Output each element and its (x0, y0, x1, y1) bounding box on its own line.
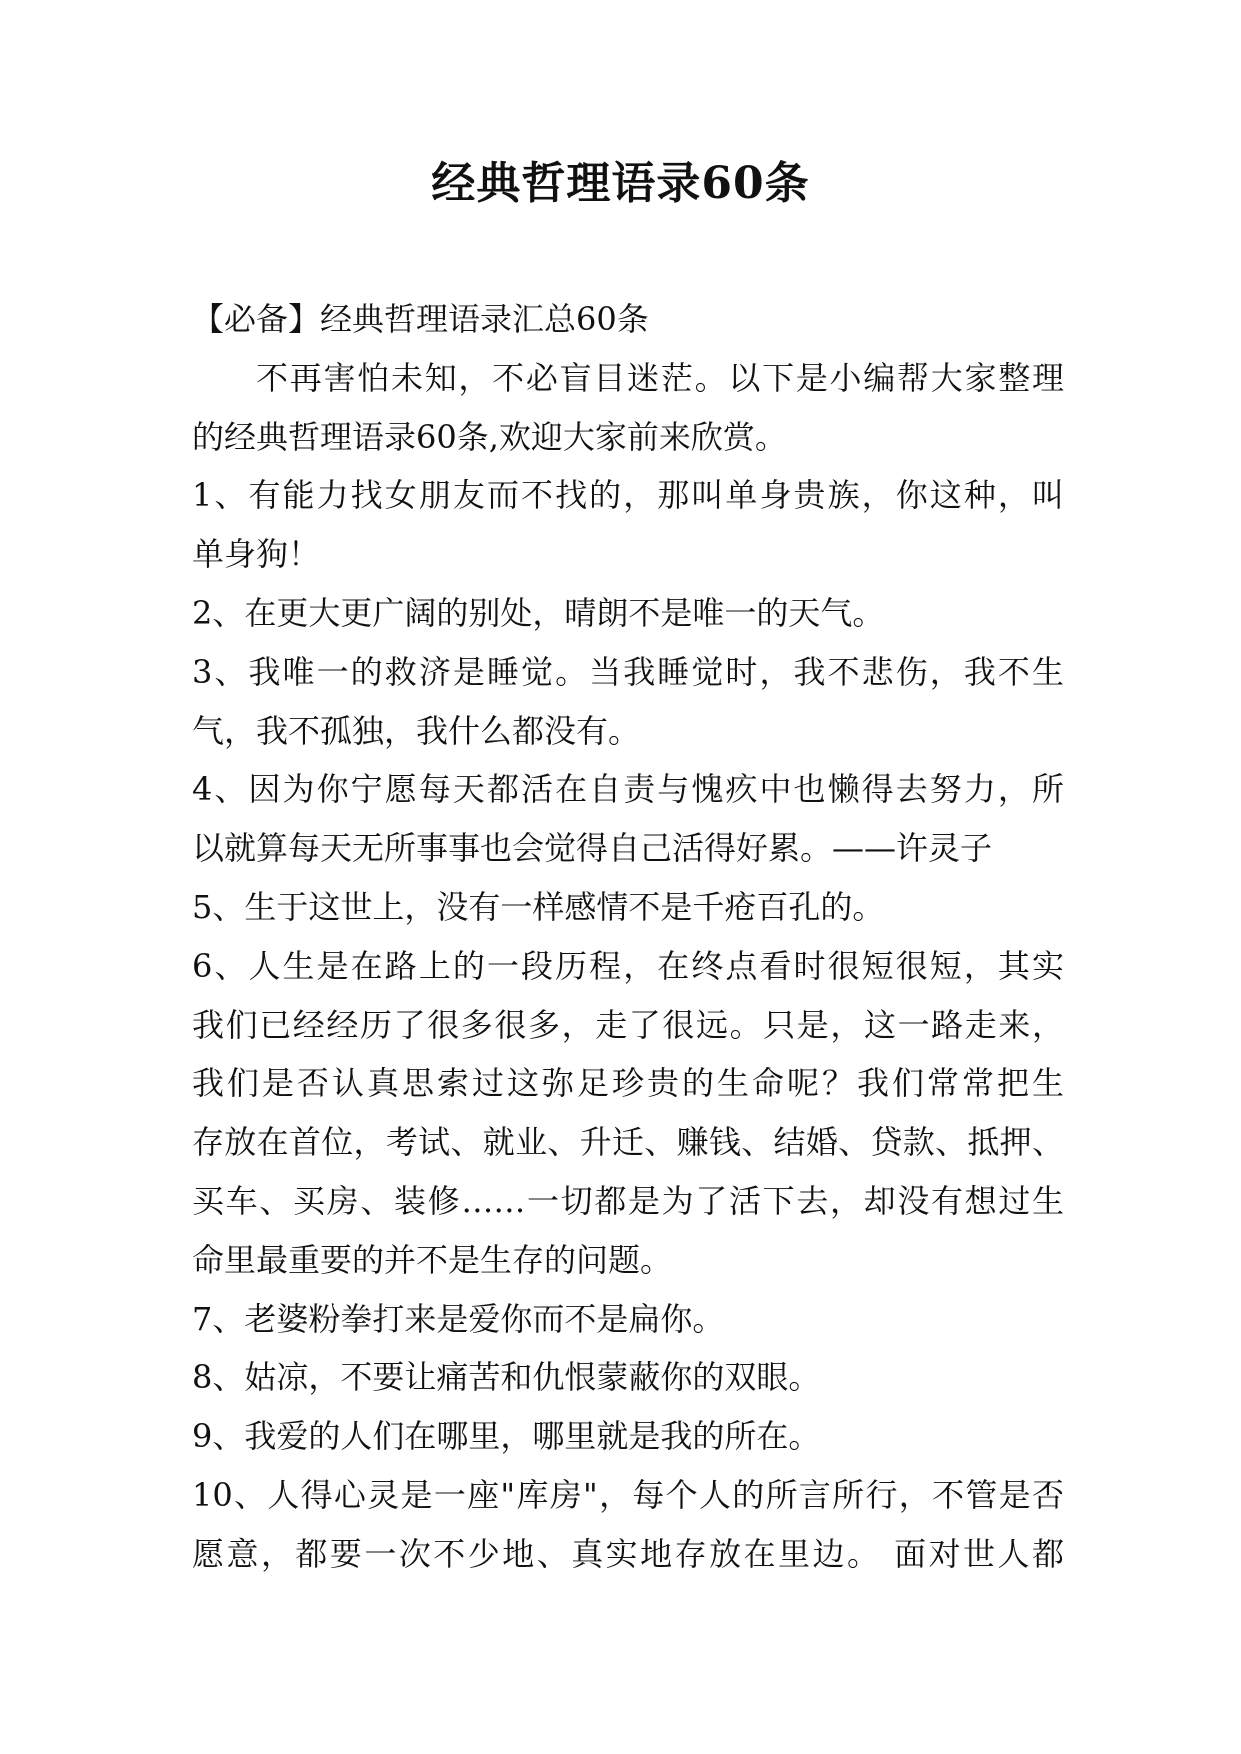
text-line: 以就算每天无所事事也会觉得自己活得好累。——许灵子 (192, 829, 993, 868)
section-heading: 【必备】经典哲理语录汇总60条 (192, 300, 649, 338)
text-line: 4、因为你宁愿每天都活在自责与愧疚中也懒得去努力，所 (192, 770, 1064, 809)
text-line: 8、姑凉，不要让痛苦和仇恨蒙蔽你的双眼。 (192, 1358, 821, 1397)
text-line: 气，我不孤独，我什么都没有。 (192, 711, 641, 750)
document-title: 经典哲理语录60条 (431, 158, 810, 209)
text-line: 命里最重要的并不是生存的问题。 (192, 1240, 673, 1279)
quote-item-8 (192, 1348, 1064, 1407)
text-line: 3、我唯一的救济是睡觉。当我睡觉时，我不悲伤，我不生 (192, 652, 1064, 691)
quote-item-7 (192, 1290, 1064, 1349)
text-line: 6、人生是在路上的一段历程，在终点看时很短很短，其实 (192, 946, 1064, 985)
quote-item-4 (192, 760, 1064, 878)
text-line: 不再害怕未知，不必盲目迷茫。以下是小编帮大家整理 (256, 358, 1064, 397)
text-line: 7、老婆粉拳打来是爱你而不是扁你。 (192, 1299, 725, 1338)
paragraph-intro (192, 349, 1064, 467)
quote-item-3 (192, 643, 1064, 761)
quote-item-5 (192, 878, 1064, 937)
text-line: 9、我爱的人们在哪里，哪里就是我的所在。 (192, 1417, 821, 1456)
document-body (192, 290, 1064, 1584)
text-line: 买车、买房、装修……一切都是为了活下去，却没有想过生 (192, 1181, 1064, 1220)
quote-item-2 (192, 584, 1064, 643)
text-line: 10、人得心灵是一座"库房"，每个人的所言所行，不管是否 (192, 1475, 1064, 1514)
text-line: 我们是否认真思索过这弥足珍贵的生命呢？我们常常把生 (192, 1064, 1064, 1103)
text-line: 的经典哲理语录60条,欢迎大家前来欣赏。 (192, 417, 787, 456)
text-line: 愿意，都要一次不少地、真实地存放在里边。 面对世人都 (192, 1534, 1064, 1573)
quote-item-1 (192, 466, 1064, 584)
text-line: 我们已经经历了很多很多，走了很远。只是，这一路走来， (192, 1005, 1064, 1044)
text-line: 2、在更大更广阔的别处，晴朗不是唯一的天气。 (192, 593, 885, 632)
text-line: 单身狗！ (192, 535, 321, 574)
quote-item-6 (192, 937, 1064, 1290)
quote-item-9 (192, 1407, 1064, 1466)
text-line: 1、有能力找女朋友而不找的，那叫单身贵族，你这种，叫 (192, 476, 1064, 515)
text-line: 存放在首位，考试、就业、升迁、赚钱、结婚、贷款、抵押、 (192, 1123, 1064, 1162)
text-line: 5、生于这世上，没有一样感情不是千疮百孔的。 (192, 887, 885, 926)
quote-item-10 (192, 1466, 1064, 1584)
